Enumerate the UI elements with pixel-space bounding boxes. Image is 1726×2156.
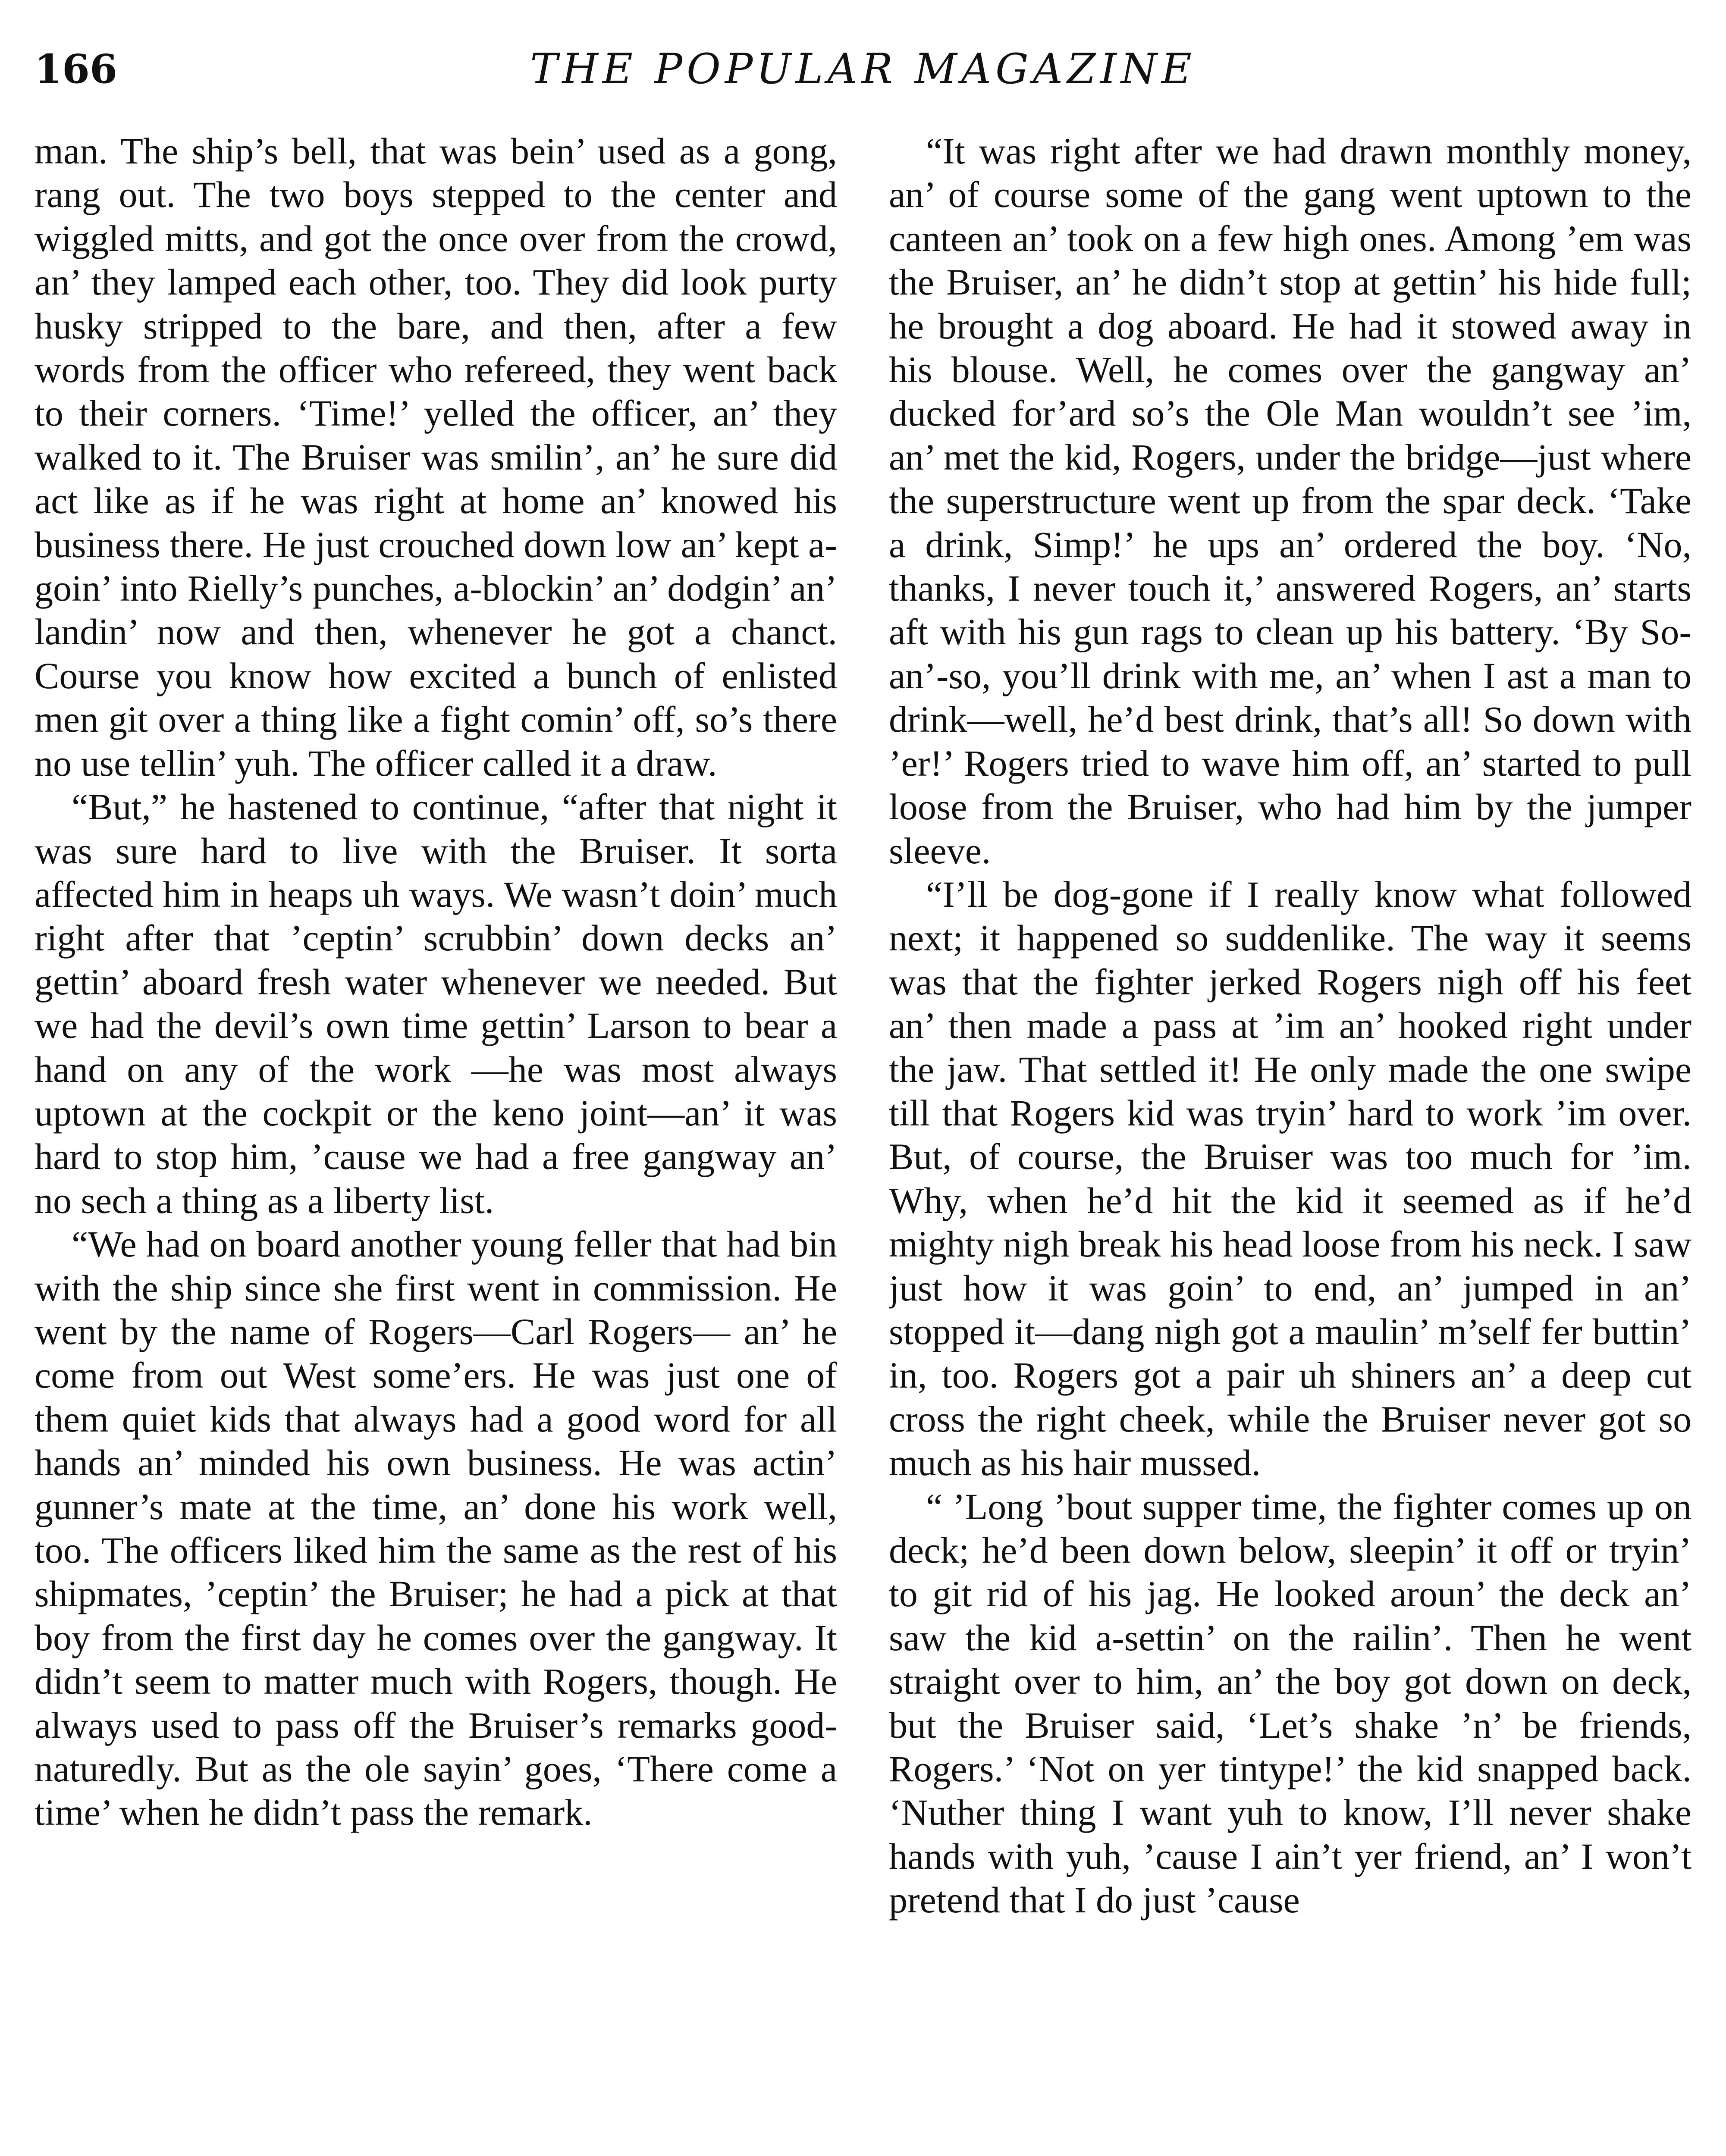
paragraph: “It was right after we had drawn monthly money, an’ of course some of the gang went uptown to the canteen an’ took on a few high ones. Among ’em was the Bruiser, an’ he didn’t stop at gettin’ his hide full; he brought a dog aboard. He had it stowed away in his blouse. Well, he comes over the gangway an’ ducked for’ard so’s the Ole Man wouldn’t see ’im, an’ met the kid, Rogers, under the bridge—just where the superstructure went up from the spar deck. ‘Take a drink, Simp!’ he ups an’ ordered the boy. ‘No, thanks, I never touch it,’ answered Rogers, an’ starts aft with his gun rags to clean up his battery. ‘By So-an’-so, you’ll drink with me, an’ when I ast a man to drink—well, he’d best drink, that’s all! So down with ’er!’ Rogers tried to wave him off, an’ started to pull loose from the Bruiser, who had him by the jumper sleeve. bbox=[889, 130, 1691, 871]
paragraph: “I’ll be dog-gone if I really know what followed next; it happened so suddenlike. The way it seems was that the fighter jerked Rogers nigh off his feet an’ then made a pass at ’im an’ hooked right under the jaw. That settled it! He only made the one swipe till that Rogers kid was tryin’ hard to work ’im over. But, of course, the Bruiser was too much for ’im. Why, when he’d hit the kid it seemed as if he’d mighty nigh break his head loose from his neck. I saw just how it was goin’ to end, an’ jumped in an’ stopped it—dang nigh got a maulin’ m’self fer buttin’ in, too. Rogers got a pair uh shiners an’ a deep cut cross the right cheek, while the Bruiser never got so much as his hair mussed. bbox=[889, 873, 1691, 1484]
left-column bbox=[35, 129, 837, 2156]
paragraph: “But,” he hastened to continue, “after that night it was sure hard to live with the Bruiser. It sorta affected him in heaps uh ways. We wasn’t doin’ much right after that ’ceptin’ scrubbin’ down decks an’ gettin’ aboard fresh water whenever we needed. But we had the devil’s own time gettin’ Larson to bear a hand on any of the work —he was most always uptown at the cockpit or the keno joint—an’ it was hard to stop him, ’cause we had a free gangway an’ no sech a thing as a liberty list. bbox=[35, 786, 837, 1221]
right-column bbox=[889, 129, 1691, 2156]
paragraph: man. The ship’s bell, that was bein’ used as a gong, rang out. The two boys stepped to the center and wiggled mitts, and got the once over from the crowd, an’ they lamped each other, too. They did look purty husky stripped to the bare, and then, after a few words from the officer who refereed, they went back to their corners. ‘Time!’ yelled the officer, an’ they walked to it. The Bruiser was smilin’, an’ he sure did act like as if he was right at home an’ knowed his business there. He just crouched down low an’ kept a-goin’ into Rielly’s punches, a-blockin’ an’ dodgin’ an’ landin’ now and then, whenever he got a chanct. Course you know how excited a bunch of enlisted men git over a thing like a fight comin’ off, so’s there no use tellin’ yuh. The officer called it a draw. bbox=[35, 130, 837, 784]
magazine-title: THE POPULAR MAGAZINE bbox=[530, 45, 1196, 93]
page-number: 166 bbox=[35, 46, 118, 92]
text-columns bbox=[35, 129, 1691, 2156]
paragraph: “ ’Long ’bout supper time, the fighter comes up on deck; he’d been down below, sleepin’ it off or tryin’ to git rid of his jag. He looked aroun’ the deck an’ saw the kid a-settin’ on the railin’. Then he went straight over to him, an’ the boy got down on deck, but the Bruiser said, ‘Let’s shake ’n’ be friends, Rogers.’ ‘Not on yer tintype!’ the kid snapped back. ‘Nuther thing I want yuh to know, I’ll never shake hands with yuh, ’cause I ain’t yer friend, an’ I won’t pretend that I do just ’cause bbox=[889, 1485, 1691, 1921]
page-header bbox=[35, 39, 1691, 99]
paragraph: “We had on board another young feller that had bin with the ship since she first went in commission. He went by the name of Rogers—Carl Rogers— an’ he come from out West some’ers. He was just one of them quiet kids that always had a good word for all hands an’ minded his own business. He was actin’ gunner’s mate at the time, an’ done his work well, too. The officers liked him the same as the rest of his shipmates, ’ceptin’ the Bruiser; he had a pick at that boy from the first day he comes over the gangway. It didn’t seem to matter much with Rogers, though. He always used to pass off the Bruiser’s remarks good-naturedly. But as the ole sayin’ goes, ‘There come a time’ when he didn’t pass the remark. bbox=[35, 1223, 837, 1833]
